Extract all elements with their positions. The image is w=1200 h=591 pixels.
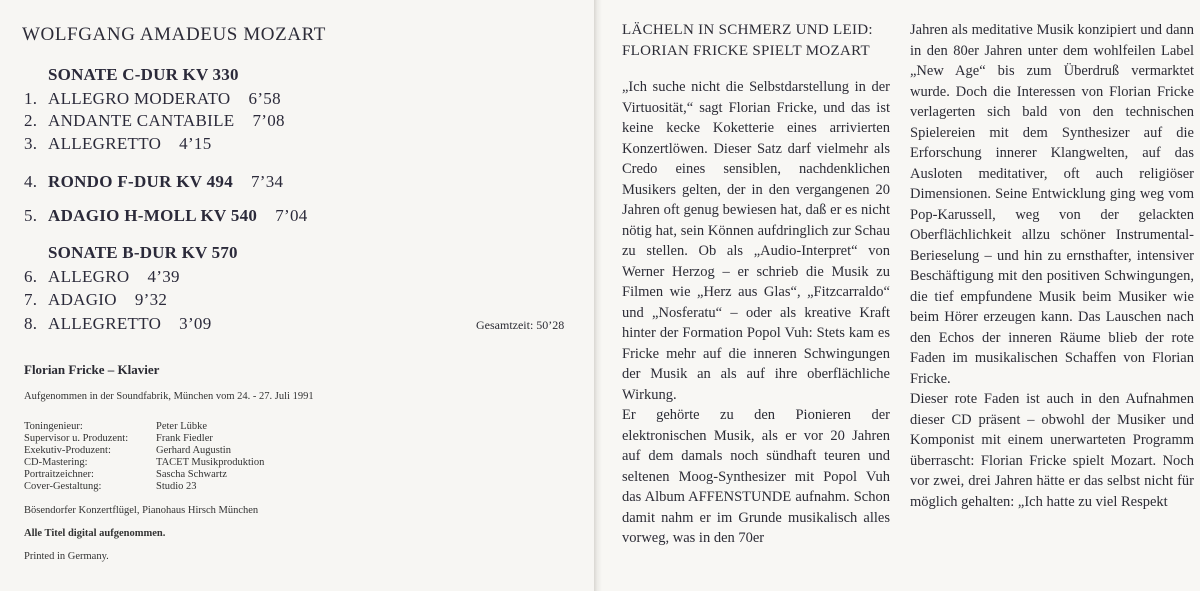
piano-info: Bösendorfer Konzertflügel, Pianohaus Hirsch München <box>24 505 259 516</box>
digital-note: Alle Titel digital aufgenommen. <box>24 528 166 539</box>
credit-row <box>24 421 264 433</box>
track-name: RONDO F-DUR KV 494 <box>48 172 233 191</box>
track-row <box>24 267 180 287</box>
track-number: 6. <box>24 267 38 286</box>
credit-name: Peter Lübke <box>156 421 208 432</box>
sonata-c-title: SONATE C-DUR KV 330 <box>48 65 239 84</box>
track-name: ADAGIO <box>48 290 117 309</box>
performer: Florian Fricke – Klavier <box>24 362 160 377</box>
track-number: 1. <box>24 89 38 108</box>
track-row <box>24 172 283 192</box>
track-time: 6’58 <box>248 89 281 108</box>
track-time: 9’32 <box>134 290 168 309</box>
track-number: 7. <box>24 290 38 309</box>
printed-note: Printed in Germany. <box>24 551 109 562</box>
article-paragraph: „Ich suche nicht die Selbstdarstellung in der Virtuosität,“ sagt Florian Fricke, und das ist keine kecke Koketterie eines arrivierten Konzertlöwen. Dieser Satz darf vielmehr als Credo eines sensiblen, nachdenklichen Musikers gelten, der in den vergangenen 20 Jahren oft genug bewiesen hat, daß er es nicht nötig hat, sein Können aufdringlich zur Schau zu stellen. Ob als „Audio-Interpret“ von Werner Herzog – er schrieb die Musik zu Filmen wie „Herz aus Glas“, „Fitzcarraldo“ und „Nosferatu“ – oder als kreative Kraft hinter der Formation Popol Vuh: Stets kam es Fricke mehr auf die inneren Schwingungen der Musik an als auf ihre oberflächliche Wirkung. <box>622 79 890 403</box>
credit-name: Frank Fiedler <box>156 433 213 444</box>
credit-role: Exekutiv-Produzent: <box>24 445 111 456</box>
credit-row <box>24 481 264 493</box>
track-time: 7’04 <box>275 206 308 225</box>
track-name: ALLEGRO MODERATO <box>48 89 231 108</box>
credit-row <box>24 445 264 457</box>
track-number: 5. <box>24 206 38 225</box>
track-time: 3’09 <box>179 314 212 333</box>
article-column-2 <box>910 20 1194 512</box>
credit-name: TACET Musikproduktion <box>156 457 265 468</box>
track-time: 7’08 <box>252 111 285 130</box>
track-row <box>24 290 167 310</box>
track-time: 4’39 <box>147 267 180 286</box>
credit-role: Toningenieur: <box>24 421 83 432</box>
track-time: 4’15 <box>179 134 212 153</box>
article-title-line-1: LÄCHELN IN SCHMERZ UND LEID: <box>622 22 873 38</box>
article-column-1 <box>622 20 890 549</box>
track-name: ALLEGRO <box>48 267 130 286</box>
article-paragraph: Dieser rote Faden ist auch in den Aufnahmen dieser CD präsent – obwohl der Musiker und Komponist mit einem unerwarteten Programm überrascht: Florian Fricke spielt Mozart. Noch vor zwei, drei Jahren hätte er das selbst nicht für möglich gehalten: „Ich hatte zu viel Respekt <box>910 391 1194 510</box>
track-row <box>24 89 281 109</box>
article-title <box>622 20 890 61</box>
credit-name: Studio 23 <box>156 481 197 492</box>
track-name: ALLEGRETTO <box>48 134 162 153</box>
track-name: ALLEGRETTO <box>48 314 162 333</box>
right-page <box>602 0 1200 591</box>
track-time: 7’34 <box>251 172 284 191</box>
track-number: 8. <box>24 314 38 333</box>
credit-row <box>24 433 264 445</box>
track-row <box>24 314 212 334</box>
credit-role: Portraitzeichner: <box>24 469 94 480</box>
left-page <box>0 0 594 591</box>
track-number: 3. <box>24 134 38 153</box>
article-title-line-2: FLORIAN FRICKE SPIELT MOZART <box>622 42 870 59</box>
track-row <box>24 206 308 226</box>
article-paragraph: Jahren als meditative Musik konzipiert und dann in den 80er Jahren unter dem wohlfeilen Label „New Age“ bis zum Überdruß vermarktet wurde. Doch die Interessen von Florian Fricke verlagerten sich bald von den technischen Spielereien mit dem Synthesizer auf die Erforschung innerer Klangwelten, auf das Ausloten meditativer, oft auch religiöser Dimensionen. Seine Entwicklung ging weg vom Pop-Karussell, weg von der gelackten Oberflächlichkeit allzu schöner Instrumental-Berieselung – und hin zu ernsthafter, intensiver Beschäftigung mit den positiven Schwingungen, die tief empfundene Musik beim Musiker wie beim Hörer erzeugen kann. Das Lauschen nach den Echos der inneren Räume blieb der rote Faden im musikalischen Schaffen von Florian Fricke. <box>910 22 1194 387</box>
composer-name: WOLFGANG AMADEUS MOZART <box>22 24 326 45</box>
credit-name: Sascha Schwartz <box>156 469 227 480</box>
track-row <box>24 134 212 154</box>
track-number: 2. <box>24 111 38 130</box>
credit-name: Gerhard Augustin <box>156 445 231 456</box>
credits-list <box>24 421 264 493</box>
credit-role: Cover-Gestaltung: <box>24 481 102 492</box>
track-row <box>24 111 285 131</box>
credit-row <box>24 469 264 481</box>
credit-role: CD-Mastering: <box>24 457 88 468</box>
sonata-b-title: SONATE B-DUR KV 570 <box>48 243 238 262</box>
credit-role: Supervisor u. Produzent: <box>24 433 129 444</box>
article-paragraph: Er gehörte zu den Pionieren der elektronischen Musik, als er vor 20 Jahren auf dem damals noch sündhaft teuren und seltenen Moog-Synthesizer mit Popol Vuh das Album AFFENSTUNDE aufnahm. Schon damit nahm er im Grunde musikalisch alles vorweg, was in den 70er <box>622 407 890 546</box>
track-number: 4. <box>24 172 38 191</box>
track-name: ADAGIO H-MOLL KV 540 <box>48 206 258 225</box>
track-name: ANDANTE CANTABILE <box>48 111 235 130</box>
recording-info: Aufgenommen in der Soundfabrik, München vom 24. - 27. Juli 1991 <box>24 391 314 402</box>
total-time: Gesamtzeit: 50’28 <box>476 318 565 332</box>
booklet-fold <box>594 0 602 591</box>
credit-row <box>24 457 264 469</box>
